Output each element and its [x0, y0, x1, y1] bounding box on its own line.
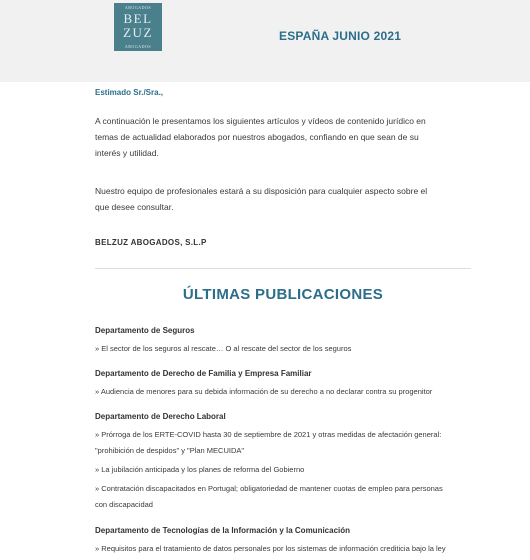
divider: [95, 268, 471, 269]
article-link[interactable]: » Prórroga de los ERTE-COVID hasta 30 de septiembre de 2021 y otras medidas de afectación general:: [95, 430, 442, 439]
intro-p2-line2: que desee consultar.: [95, 202, 174, 212]
intro-paragraph-2: [95, 183, 475, 215]
section-title: ÚLTIMAS PUBLICACIONES: [182, 286, 384, 303]
intro-p1-line2: temas de actualidad elaborados por nuestros abogados, confiando en que sean de su: [95, 132, 419, 142]
logo-line2: ZUZ: [123, 25, 153, 40]
newsletter-title: ESPAÑA JUNIO 2021: [279, 29, 402, 43]
logo-top-text: ABOGADOS: [124, 5, 152, 10]
signature: BELZUZ ABOGADOS, S.L.P: [95, 238, 207, 247]
intro-p1-line3: interés y utilidad.: [95, 148, 159, 158]
article-link[interactable]: » Requisitos para el tratamiento de datos personales por los sistemas de información crediticia bajo la ley: [95, 544, 446, 553]
intro-p2-line1: Nuestro equipo de profesionales estará a su disposición para cualquier aspecto sobre el: [95, 186, 428, 196]
article-link-continuation[interactable]: "prohibición de despidos" y "Plan MECUIDA": [95, 446, 245, 455]
department-heading-seguros: Departamento de Seguros: [95, 326, 195, 335]
article-link[interactable]: » El sector de los seguros al rescate… O al rescate del sector de los seguros: [95, 344, 352, 353]
newsletter-header: [0, 0, 530, 82]
greeting: Estimado Sr./Sra.,: [95, 88, 164, 97]
belzuz-logo[interactable]: [114, 3, 162, 51]
department-heading-familia: Departamento de Derecho de Familia y Empresa Familiar: [95, 369, 312, 378]
logo-line1: BEL: [123, 11, 153, 26]
article-link[interactable]: » Contratación discapacitados en Portugal; obligatoriedad de mantener cuotas de empleo para personas: [95, 484, 443, 493]
logo-bottom-text: ABOGADOS: [124, 44, 152, 49]
article-link[interactable]: » La jubilación anticipada y los planes de reforma del Gobierno: [95, 465, 305, 474]
article-link-continuation[interactable]: con discapacidad: [95, 500, 153, 509]
article-link[interactable]: » Audiencia de menores para su debida información de su derecho a no declarar contra su progenitor: [95, 387, 433, 396]
department-heading-laboral: Departamento de Derecho Laboral: [95, 412, 226, 421]
intro-p1-line1: A continuación le presentamos los siguientes artículos y vídeos de contenido jurídico en: [95, 116, 426, 126]
department-heading-tecnologias: Departamento de Tecnologías de la Información y la Comunicación: [95, 526, 351, 535]
intro-paragraph-1: [95, 113, 475, 161]
